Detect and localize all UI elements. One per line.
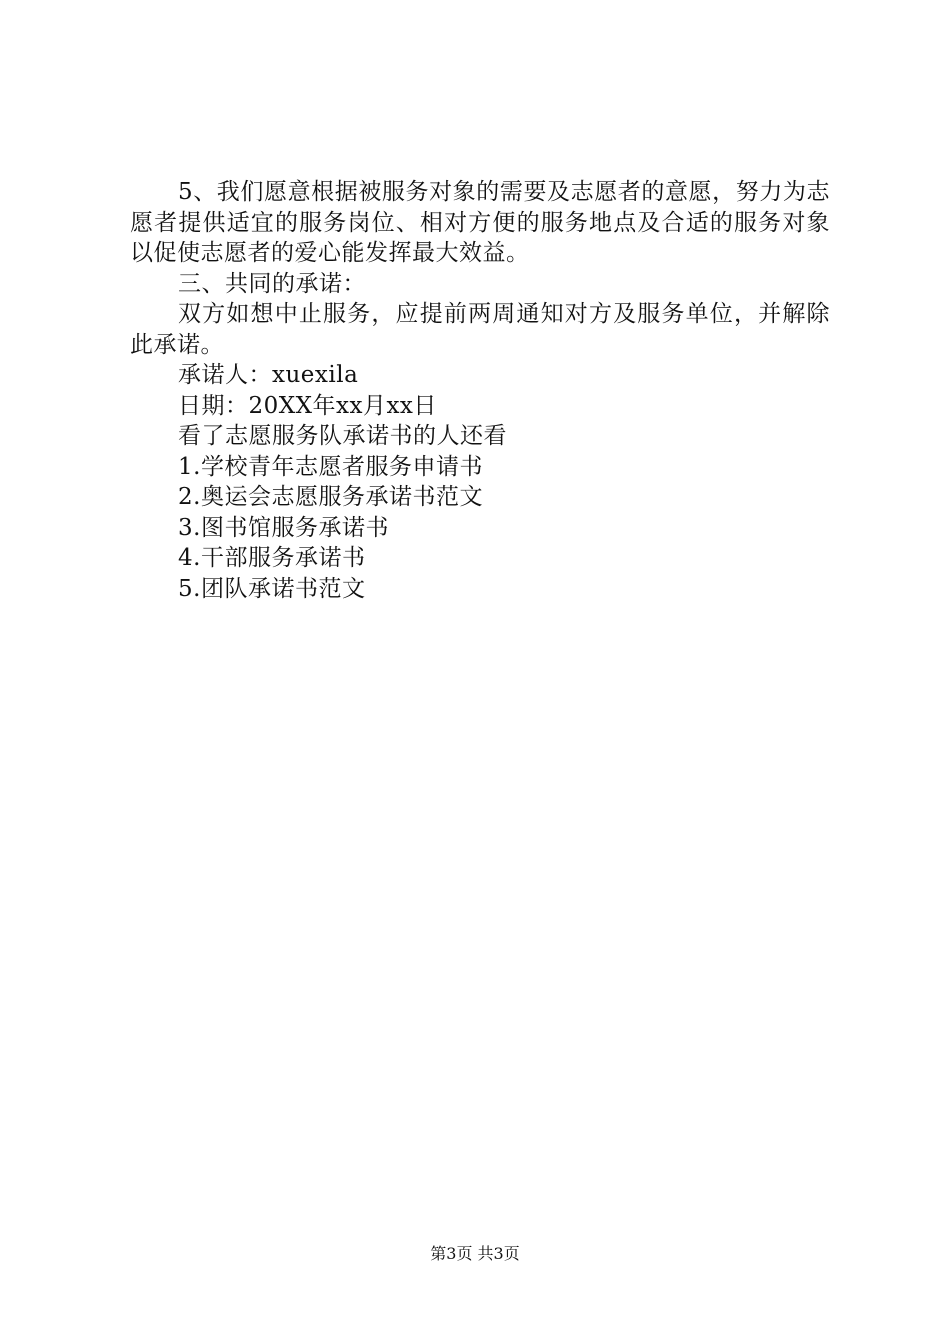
- related-heading: 看了志愿服务队承诺书的人还看: [178, 423, 507, 449]
- related-link-5[interactable]: 5.团队承诺书范文: [178, 575, 366, 602]
- paragraph-item-5: 5、我们愿意根据被服务对象的需要及志愿者的意愿，努力为志愿者提供适宜的服务岗位、相对方便的服务地点及合适的服务对象以促使志愿者的爱心能发挥最大效益。: [130, 179, 830, 266]
- promisor-line: 承诺人：xuexila: [178, 362, 359, 388]
- page-footer: 第3页 共3页: [430, 1244, 520, 1263]
- section-3-heading: 三、共同的承诺：: [178, 270, 366, 297]
- document-body: [130, 177, 830, 604]
- related-link-4[interactable]: 4.干部服务承诺书: [178, 545, 366, 571]
- related-link-2[interactable]: 2.奥运会志愿服务承诺书范文: [178, 484, 483, 510]
- date-line: 日期：20XX年xx月xx日: [178, 392, 437, 419]
- related-link-3[interactable]: 3.图书馆服务承诺书: [178, 514, 389, 541]
- termination-paragraph: 双方如想中止服务，应提前两周通知对方及服务单位，并解除此承诺。: [130, 301, 830, 358]
- related-link-1[interactable]: 1.学校青年志愿者服务申请书: [178, 453, 483, 480]
